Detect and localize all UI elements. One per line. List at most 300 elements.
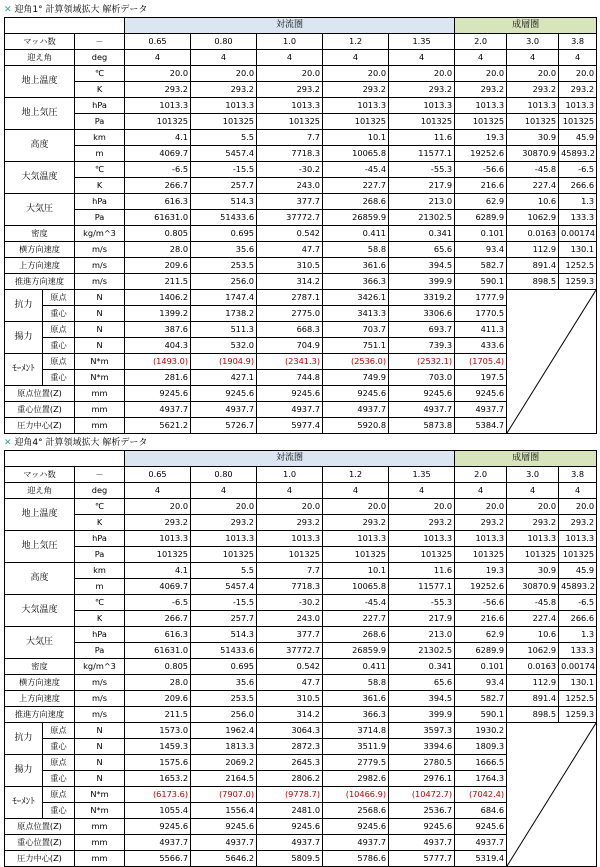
value-cell: 703.0 bbox=[389, 370, 455, 386]
unit-cell: mm bbox=[75, 835, 125, 851]
value-cell: 20.0 bbox=[191, 66, 257, 82]
unit-cell: m/s bbox=[75, 707, 125, 723]
unit-cell: m/s bbox=[75, 258, 125, 274]
value-cell: 1013.3 bbox=[455, 98, 507, 114]
value-cell: (7907.0) bbox=[191, 787, 257, 803]
value-cell: 10065.8 bbox=[323, 579, 389, 595]
value-cell: 2775.0 bbox=[257, 306, 323, 322]
unit-cell: km bbox=[75, 563, 125, 579]
value-cell: 2536.7 bbox=[389, 803, 455, 819]
value-cell: 11577.1 bbox=[389, 579, 455, 595]
unit-cell: hPa bbox=[75, 98, 125, 114]
group-stratosphere: 成層圏 bbox=[455, 18, 597, 34]
unit-cell: N bbox=[75, 306, 125, 322]
value-cell: 293.2 bbox=[191, 82, 257, 98]
mach-value: 1.35 bbox=[389, 467, 455, 483]
value-cell: 377.7 bbox=[257, 627, 323, 643]
value-cell: 5777.7 bbox=[389, 851, 455, 867]
unit-cell: Pa bbox=[75, 643, 125, 659]
value-cell: 101325 bbox=[125, 547, 191, 563]
value-cell: 704.9 bbox=[257, 338, 323, 354]
table-2-title bbox=[4, 436, 147, 450]
value-cell: 616.3 bbox=[125, 627, 191, 643]
value-cell: 227.7 bbox=[323, 611, 389, 627]
value-cell: 1259.3 bbox=[559, 274, 597, 290]
value-cell: 0.0163 bbox=[507, 659, 559, 675]
value-cell: 4937.7 bbox=[323, 835, 389, 851]
value-cell: 1738.2 bbox=[191, 306, 257, 322]
value-cell: 1747.4 bbox=[191, 290, 257, 306]
altitude-row bbox=[5, 563, 597, 579]
value-cell: 514.3 bbox=[191, 194, 257, 210]
value-cell: 11577.1 bbox=[389, 146, 455, 162]
value-cell: 0.695 bbox=[191, 226, 257, 242]
value-cell: 37772.7 bbox=[257, 643, 323, 659]
value-cell: 361.6 bbox=[323, 691, 389, 707]
value-cell: 2787.1 bbox=[257, 290, 323, 306]
unit-cell: N bbox=[75, 723, 125, 739]
value-cell: 61631.0 bbox=[125, 643, 191, 659]
row-label: 推進方向速度 bbox=[5, 707, 75, 723]
mach-value: 0.80 bbox=[191, 467, 257, 483]
value-cell: 2645.3 bbox=[257, 755, 323, 771]
value-cell: 62.9 bbox=[455, 194, 507, 210]
value-cell: -30.2 bbox=[257, 162, 323, 178]
row-label: 地上気圧 bbox=[5, 531, 75, 563]
value-cell: -30.2 bbox=[257, 595, 323, 611]
table-1-title bbox=[4, 3, 147, 17]
ground-pressure-row bbox=[5, 98, 597, 114]
unit-cell: deg bbox=[75, 483, 125, 499]
row-label: 揚力 bbox=[5, 755, 43, 787]
value-cell: 1013.3 bbox=[389, 98, 455, 114]
single-row bbox=[5, 659, 597, 675]
value-cell: 20.0 bbox=[323, 66, 389, 82]
aoa-row bbox=[5, 50, 597, 66]
value-cell: 293.2 bbox=[191, 515, 257, 531]
value-cell: 427.1 bbox=[191, 370, 257, 386]
aoa-value: 4 bbox=[125, 50, 191, 66]
single-row bbox=[5, 242, 597, 258]
value-cell: 5920.8 bbox=[323, 418, 389, 434]
value-cell: 7.7 bbox=[257, 130, 323, 146]
value-cell: 898.5 bbox=[507, 274, 559, 290]
value-cell: 7718.3 bbox=[257, 146, 323, 162]
value-cell: 19.3 bbox=[455, 130, 507, 146]
unit-cell: m bbox=[75, 146, 125, 162]
value-cell: 293.2 bbox=[507, 515, 559, 531]
unit-cell: N bbox=[75, 771, 125, 787]
value-cell: 0.00174 bbox=[559, 659, 597, 675]
value-cell: 20.0 bbox=[559, 499, 597, 515]
value-cell: 433.6 bbox=[455, 338, 507, 354]
value-cell: -6.5 bbox=[559, 162, 597, 178]
value-cell: 20.0 bbox=[257, 66, 323, 82]
unit-cell: N*m bbox=[75, 787, 125, 803]
sub-label: 原点 bbox=[43, 755, 75, 771]
mach-row bbox=[5, 34, 597, 50]
mach-value: 2.0 bbox=[455, 467, 507, 483]
value-cell: 1575.6 bbox=[125, 755, 191, 771]
value-cell: 227.7 bbox=[323, 178, 389, 194]
value-cell: 101325 bbox=[507, 547, 559, 563]
value-cell: -45.4 bbox=[323, 162, 389, 178]
value-cell: 11.6 bbox=[389, 130, 455, 146]
group-header-row bbox=[5, 18, 597, 34]
empty-diagonal-block bbox=[507, 723, 597, 867]
row-label: 迎え角 bbox=[5, 50, 75, 66]
ground-temp-row bbox=[5, 499, 597, 515]
mach-value: 3.8 bbox=[559, 34, 597, 50]
value-cell: 20.0 bbox=[507, 66, 559, 82]
value-cell: 751.1 bbox=[323, 338, 389, 354]
value-cell: 45893.2 bbox=[559, 146, 597, 162]
value-cell: 243.0 bbox=[257, 178, 323, 194]
value-cell: 1013.3 bbox=[125, 531, 191, 547]
value-cell: 9245.6 bbox=[191, 819, 257, 835]
unit-cell: N bbox=[75, 322, 125, 338]
aoa-value: 4 bbox=[559, 50, 597, 66]
analysis-table-aoa4 bbox=[4, 450, 597, 867]
value-cell: 28.0 bbox=[125, 675, 191, 691]
value-cell: 293.2 bbox=[389, 82, 455, 98]
value-cell: 5384.7 bbox=[455, 418, 507, 434]
unit-cell: m/s bbox=[75, 274, 125, 290]
value-cell: 101325 bbox=[125, 114, 191, 130]
value-cell: 5319.4 bbox=[455, 851, 507, 867]
value-cell: 0.341 bbox=[389, 659, 455, 675]
value-cell: 130.1 bbox=[559, 242, 597, 258]
value-cell: 5873.8 bbox=[389, 418, 455, 434]
value-cell: 9245.6 bbox=[323, 819, 389, 835]
value-cell: 1062.9 bbox=[507, 210, 559, 226]
value-cell: 35.6 bbox=[191, 675, 257, 691]
unit-cell: mm bbox=[75, 819, 125, 835]
value-cell: 4937.7 bbox=[257, 402, 323, 418]
value-cell: 744.8 bbox=[257, 370, 323, 386]
value-cell: 217.9 bbox=[389, 178, 455, 194]
value-cell: 1013.3 bbox=[507, 531, 559, 547]
row-label: 地上温度 bbox=[5, 499, 75, 531]
unit-cell: km bbox=[75, 130, 125, 146]
mach-row bbox=[5, 467, 597, 483]
altitude-row bbox=[5, 146, 597, 162]
row-label: 大気温度 bbox=[5, 595, 75, 627]
aoa-value: 4 bbox=[389, 50, 455, 66]
ground-pressure-row bbox=[5, 114, 597, 130]
value-cell: (7042.4) bbox=[455, 787, 507, 803]
value-cell: 1013.3 bbox=[559, 531, 597, 547]
value-cell: 20.0 bbox=[455, 66, 507, 82]
value-cell: 101325 bbox=[257, 114, 323, 130]
value-cell: 1.3 bbox=[559, 627, 597, 643]
sub-label: 重心 bbox=[43, 306, 75, 322]
table-2-title-text: 迎角4° 計算領域拡大 解析データ bbox=[14, 438, 148, 448]
value-cell: 20.0 bbox=[323, 499, 389, 515]
value-cell: 101325 bbox=[323, 547, 389, 563]
value-cell: 9245.6 bbox=[455, 819, 507, 835]
value-cell: 582.7 bbox=[455, 691, 507, 707]
value-cell: 112.9 bbox=[507, 675, 559, 691]
value-cell: 3306.6 bbox=[389, 306, 455, 322]
value-cell: 5457.4 bbox=[191, 579, 257, 595]
value-cell: -6.5 bbox=[125, 595, 191, 611]
value-cell: 216.6 bbox=[455, 611, 507, 627]
value-cell: -45.8 bbox=[507, 162, 559, 178]
value-cell: 101325 bbox=[191, 114, 257, 130]
row-label: 抗力 bbox=[5, 723, 43, 755]
value-cell: 5786.6 bbox=[323, 851, 389, 867]
value-cell: 47.7 bbox=[257, 242, 323, 258]
ground-temp-row bbox=[5, 66, 597, 82]
value-cell: 1062.9 bbox=[507, 643, 559, 659]
value-cell: 361.6 bbox=[323, 258, 389, 274]
unit-cell: hPa bbox=[75, 627, 125, 643]
value-cell: 1013.3 bbox=[323, 531, 389, 547]
value-cell: 2982.6 bbox=[323, 771, 389, 787]
value-cell: 0.542 bbox=[257, 226, 323, 242]
value-cell: 1013.3 bbox=[455, 531, 507, 547]
value-cell: 0.0163 bbox=[507, 226, 559, 242]
value-cell: 216.6 bbox=[455, 178, 507, 194]
value-cell: 314.2 bbox=[257, 274, 323, 290]
row-label: 地上気圧 bbox=[5, 98, 75, 130]
value-cell: 35.6 bbox=[191, 242, 257, 258]
aoa-value: 4 bbox=[257, 50, 323, 66]
aoa-value: 4 bbox=[191, 483, 257, 499]
value-cell: 0.101 bbox=[455, 226, 507, 242]
value-cell: 3511.9 bbox=[323, 739, 389, 755]
mach-value: 1.2 bbox=[323, 34, 389, 50]
aoa-row bbox=[5, 483, 597, 499]
mach-value: 1.0 bbox=[257, 467, 323, 483]
value-cell: 314.2 bbox=[257, 707, 323, 723]
value-cell: 4937.7 bbox=[191, 402, 257, 418]
air-temp-row bbox=[5, 611, 597, 627]
value-cell: 209.6 bbox=[125, 258, 191, 274]
value-cell: 266.7 bbox=[125, 178, 191, 194]
value-cell: 1459.3 bbox=[125, 739, 191, 755]
value-cell: 293.2 bbox=[507, 82, 559, 98]
group-header-row bbox=[5, 451, 597, 467]
group-stratosphere: 成層圏 bbox=[455, 451, 597, 467]
value-cell: -55.3 bbox=[389, 595, 455, 611]
value-cell: 101325 bbox=[389, 547, 455, 563]
value-cell: 26859.9 bbox=[323, 210, 389, 226]
altitude-row bbox=[5, 130, 597, 146]
value-cell: 394.5 bbox=[389, 258, 455, 274]
value-cell: 93.4 bbox=[455, 675, 507, 691]
value-cell: 1770.5 bbox=[455, 306, 507, 322]
value-cell: 739.3 bbox=[389, 338, 455, 354]
row-label: 原点位置(Z) bbox=[5, 819, 75, 835]
value-cell: 514.3 bbox=[191, 627, 257, 643]
single-row bbox=[5, 707, 597, 723]
value-cell: 2164.5 bbox=[191, 771, 257, 787]
single-row bbox=[5, 691, 597, 707]
value-cell: 5646.2 bbox=[191, 851, 257, 867]
sub-label: 重心 bbox=[43, 338, 75, 354]
value-cell: 4.1 bbox=[125, 130, 191, 146]
unit-cell: K bbox=[75, 515, 125, 531]
row-label: 圧力中心(Z) bbox=[5, 851, 75, 867]
mach-value: 3.0 bbox=[507, 34, 559, 50]
value-cell: 3426.1 bbox=[323, 290, 389, 306]
value-cell: 5.5 bbox=[191, 563, 257, 579]
value-cell: 5.5 bbox=[191, 130, 257, 146]
value-cell: 101325 bbox=[559, 114, 597, 130]
value-cell: 6289.9 bbox=[455, 210, 507, 226]
value-cell: 133.3 bbox=[559, 643, 597, 659]
row-label: 大気温度 bbox=[5, 162, 75, 194]
sub-label: 原点 bbox=[43, 322, 75, 338]
group-convection: 対流圏 bbox=[125, 451, 455, 467]
value-cell: 1013.3 bbox=[257, 98, 323, 114]
value-cell: 4937.7 bbox=[455, 835, 507, 851]
value-cell: -6.5 bbox=[559, 595, 597, 611]
sub-label: 重心 bbox=[43, 803, 75, 819]
value-cell: (9778.7) bbox=[257, 787, 323, 803]
value-cell: 4937.7 bbox=[389, 835, 455, 851]
value-cell: 3714.8 bbox=[323, 723, 389, 739]
value-cell: 2806.2 bbox=[257, 771, 323, 787]
value-cell: 9245.6 bbox=[125, 819, 191, 835]
unit-cell: mm bbox=[75, 851, 125, 867]
value-cell: 511.3 bbox=[191, 322, 257, 338]
aoa-value: 4 bbox=[507, 50, 559, 66]
value-cell: 6289.9 bbox=[455, 643, 507, 659]
value-cell: 28.0 bbox=[125, 242, 191, 258]
value-cell: 1653.2 bbox=[125, 771, 191, 787]
row-label: 重心位置(Z) bbox=[5, 835, 75, 851]
row-label: ﾓｰﾒﾝﾄ bbox=[5, 787, 43, 819]
value-cell: 1252.5 bbox=[559, 691, 597, 707]
value-cell: 130.1 bbox=[559, 675, 597, 691]
air-pressure-row bbox=[5, 194, 597, 210]
ground-temp-row bbox=[5, 515, 597, 531]
row-label: 大気圧 bbox=[5, 194, 75, 226]
value-cell: 693.7 bbox=[389, 322, 455, 338]
unit-cell: m bbox=[75, 579, 125, 595]
value-cell: 293.2 bbox=[389, 515, 455, 531]
value-cell: 891.4 bbox=[507, 258, 559, 274]
value-cell: 9245.6 bbox=[455, 386, 507, 402]
value-cell: 9245.6 bbox=[257, 386, 323, 402]
mach-value: 1.2 bbox=[323, 467, 389, 483]
value-cell: 93.4 bbox=[455, 242, 507, 258]
value-cell: 703.7 bbox=[323, 322, 389, 338]
single-row bbox=[5, 675, 597, 691]
value-cell: 268.6 bbox=[323, 194, 389, 210]
value-cell: 45.9 bbox=[559, 563, 597, 579]
value-cell: (2532.1) bbox=[389, 354, 455, 370]
value-cell: 9245.6 bbox=[389, 819, 455, 835]
value-cell: 1013.3 bbox=[257, 531, 323, 547]
value-cell: (10466.9) bbox=[323, 787, 389, 803]
mach-value: 3.0 bbox=[507, 467, 559, 483]
unit-cell: kg/m^3 bbox=[75, 226, 125, 242]
value-cell: 253.5 bbox=[191, 691, 257, 707]
row-label: マッハ数 bbox=[5, 34, 75, 50]
value-cell: 293.2 bbox=[125, 82, 191, 98]
unit-cell: － bbox=[75, 467, 125, 483]
unit-cell: deg bbox=[75, 50, 125, 66]
corner-cell bbox=[5, 18, 125, 34]
drag-row bbox=[5, 723, 597, 739]
value-cell: 898.5 bbox=[507, 707, 559, 723]
aoa-value: 4 bbox=[455, 483, 507, 499]
value-cell: 10065.8 bbox=[323, 146, 389, 162]
value-cell: 20.0 bbox=[125, 66, 191, 82]
value-cell: 101325 bbox=[389, 114, 455, 130]
value-cell: 387.6 bbox=[125, 322, 191, 338]
value-cell: (6173.6) bbox=[125, 787, 191, 803]
sub-label: 重心 bbox=[43, 771, 75, 787]
value-cell: 7718.3 bbox=[257, 579, 323, 595]
row-label: 大気圧 bbox=[5, 627, 75, 659]
value-cell: 20.0 bbox=[389, 66, 455, 82]
value-cell: 266.6 bbox=[559, 178, 597, 194]
value-cell: (10472.7) bbox=[389, 787, 455, 803]
unit-cell: Pa bbox=[75, 114, 125, 130]
value-cell: 0.411 bbox=[323, 659, 389, 675]
air-pressure-row bbox=[5, 627, 597, 643]
value-cell: 2481.0 bbox=[257, 803, 323, 819]
x-mark-icon: ✕ bbox=[4, 5, 12, 15]
value-cell: 1399.2 bbox=[125, 306, 191, 322]
value-cell: 7.7 bbox=[257, 563, 323, 579]
value-cell: 1809.3 bbox=[455, 739, 507, 755]
value-cell: 4069.7 bbox=[125, 579, 191, 595]
row-label: 高度 bbox=[5, 130, 75, 162]
analysis-table-aoa1 bbox=[4, 17, 597, 434]
value-cell: 11.6 bbox=[389, 563, 455, 579]
mach-value: 0.65 bbox=[125, 467, 191, 483]
value-cell: 1813.3 bbox=[191, 739, 257, 755]
value-cell: -55.3 bbox=[389, 162, 455, 178]
value-cell: 0.695 bbox=[191, 659, 257, 675]
value-cell: 1055.4 bbox=[125, 803, 191, 819]
value-cell: 211.5 bbox=[125, 707, 191, 723]
row-label: 地上温度 bbox=[5, 66, 75, 98]
row-label: ﾓｰﾒﾝﾄ bbox=[5, 354, 43, 386]
value-cell: -56.6 bbox=[455, 162, 507, 178]
value-cell: 65.6 bbox=[389, 242, 455, 258]
value-cell: 891.4 bbox=[507, 691, 559, 707]
value-cell: 5809.5 bbox=[257, 851, 323, 867]
value-cell: 0.805 bbox=[125, 659, 191, 675]
aoa-value: 4 bbox=[257, 483, 323, 499]
value-cell: 20.0 bbox=[559, 66, 597, 82]
value-cell: 1666.5 bbox=[455, 755, 507, 771]
value-cell: 4069.7 bbox=[125, 146, 191, 162]
value-cell: 293.2 bbox=[323, 515, 389, 531]
value-cell: 19.3 bbox=[455, 563, 507, 579]
value-cell: 256.0 bbox=[191, 707, 257, 723]
value-cell: 2780.5 bbox=[389, 755, 455, 771]
aoa-value: 4 bbox=[323, 50, 389, 66]
sub-label: 原点 bbox=[43, 290, 75, 306]
value-cell: 21302.5 bbox=[389, 210, 455, 226]
unit-cell: m/s bbox=[75, 242, 125, 258]
value-cell: 20.0 bbox=[257, 499, 323, 515]
row-label: 圧力中心(Z) bbox=[5, 418, 75, 434]
ground-pressure-row bbox=[5, 531, 597, 547]
value-cell: -15.5 bbox=[191, 162, 257, 178]
value-cell: 61631.0 bbox=[125, 210, 191, 226]
value-cell: 112.9 bbox=[507, 242, 559, 258]
row-label: 密度 bbox=[5, 659, 75, 675]
